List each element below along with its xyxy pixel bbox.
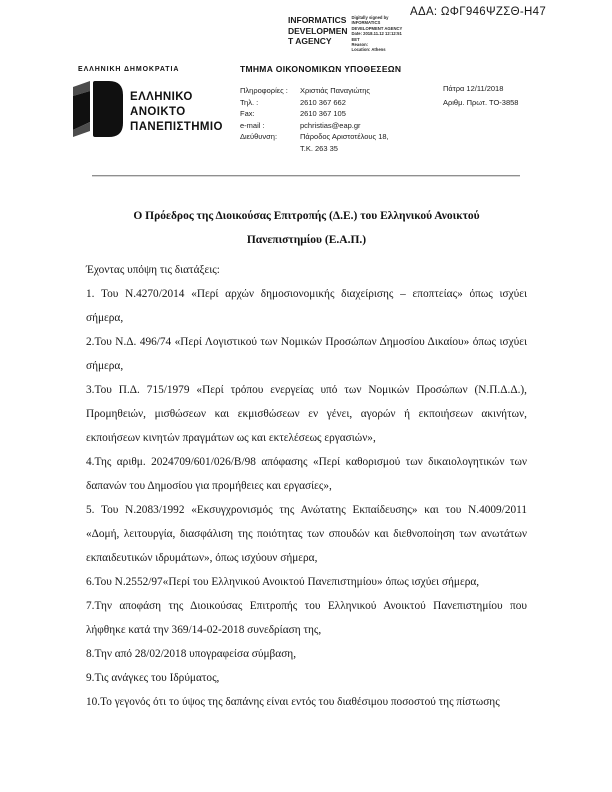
contact-label: Πληροφορίες : [240,86,288,95]
contact-value: pchristias@eap.gr [300,120,361,130]
signature-detail-line: Reason: [351,42,369,48]
legal-item-paragraph: 8.Την από 28/02/2018 υπογραφείσα σύμβαση, [86,648,297,660]
signature-detail-line: DEVELOPMENT AGENCY [351,25,403,31]
signature-detail-line: EET [351,36,360,42]
document-title-line1: Ο Πρόεδρος της Διοικούσας Επιτροπής (Δ.Ε.) του Ελληνικού Ανοικτού [133,210,480,222]
contact-row [240,98,389,110]
contact-row [240,121,389,133]
document-body [86,258,527,714]
signature-agency-name [288,15,348,53]
contact-value: Χριστιάς Παναγιώτης [300,86,370,95]
contact-label: e-mail : [240,120,265,130]
ada-code: ΑΔΑ: ΩΦΓ946ΨΖΣΘ-Η47 [410,6,547,18]
contact-value: 2610 367 662 [300,97,346,107]
legal-item-paragraph: 10.Το γεγονός ότι το ύψος της δαπάνης είναι εντός του διαθέσιμου ποσοστού της πίστωσης [86,696,500,708]
department-title: ΤΜΗΜΑ ΟΙΚΟΝΟΜΙΚΩΝ ΥΠΟΘΕΣΕΩΝ [240,64,402,74]
contact-row [240,132,389,144]
signature-agency-line: DEVELOPMEN [288,25,348,36]
contact-label: Διεύθυνση: [240,132,278,142]
signature-details [352,15,414,53]
university-name-line: ΕΛΛΗΝΙΚΟ [130,91,193,103]
legal-item-paragraph: 5. Του Ν.2083/1992 «Εκσυγχρονισμός της Ανώτατης Εκπαίδευσης» και του Ν.4009/2011 «Δομή, λειτουργία, διασφάλιση της ποιότητας των σπουδών και διεθνοποίηση των ανωτάτων εκπαιδευτικών ιδρυμάτων», όπως ισχύουν σήμερα, [86,504,527,564]
legal-item-paragraph: 3.Του Π.Δ. 715/1979 «Περί τρόπου ενεργείας υπό των Νομικών Προσώπων (Ν.Π.Δ.Δ.), Προμηθειών, μισθώσεων και εκμισθώσεων εν γένει, αγορών ή εκποιήσεων ακινήτων, εκποιήσεων κινητών πραγμάτων ως και εκτελέσεως εργασιών», [86,384,527,444]
hellenic-republic-label: ΕΛΛΗΝΙΚΗ ΔΗΜΟΚΡΑΤΙΑ [78,66,180,73]
legal-items [86,282,527,714]
contact-row [240,86,389,98]
university-name-line: ΑΝΟΙΚΤΟ [130,106,186,118]
contact-value: Πάροδος Αριστοτέλους 18, [300,132,389,142]
signature-agency-line: INFORMATICS [288,15,347,25]
university-logo-icon [72,80,124,138]
signature-detail-line: Date: 2018.11.12 12:12:51 [351,31,402,37]
legal-item-paragraph: 2.Του Ν.Δ. 496/74 «Περί Λογιστικού των Νομικών Προσώπων Δημοσίου Δικαίου» όπως ισχύει σήμερα, [86,336,527,372]
signature-detail-line: Digitally signed by [351,15,389,20]
contact-row [240,144,389,156]
date-protocol-block [443,84,518,111]
legal-item-paragraph: 7.Την αποφάση της Διοικούσας Επιτροπής του Ελληνικού Ανοικτού Πανεπιστημίου που λήφθηκε κατά την 369/14-02-2018 συνεδρίαση της, [86,600,527,636]
contact-label: Τηλ. : [240,97,259,107]
legal-item-paragraph: 9.Τις ανάγκες του Ιδρύματος, [86,672,220,684]
contact-value: 2610 367 105 [300,109,346,119]
signature-agency-line: T AGENCY [288,36,332,46]
signature-detail-line: Location: Athens [351,47,386,53]
preamble-line: Έχοντας υπόψη τις διατάξεις: [86,264,220,276]
signature-detail-line: INFORMATICS [351,20,381,26]
legal-item-paragraph: 1. Του Ν.4270/2014 «Περί αρχών δημοσιονομικής διαχείρισης – εποπτείας» όπως ισχύει σήμερα, [86,288,527,324]
university-name [130,90,223,135]
contact-row [240,109,389,121]
header-divider [92,175,520,177]
legal-item-paragraph: 4.Της αριθμ. 2024709/601/026/Β/98 απόφασης «Περί καθορισμού των δικαιολογητικών των δαπανών του Δημοσίου για προμήθειες και εργασίες», [86,456,527,492]
contact-label: Fax: [240,109,255,119]
legal-item-paragraph: 6.Του Ν.2552/97«Περί του Ελληνικού Ανοικτού Πανεπιστημίου» όπως ισχύει σήμερα, [86,576,480,588]
document-title-line2: Πανεπιστημίου (Ε.Α.Π.) [246,234,367,246]
document-title [86,204,527,252]
protocol-number: Αριθμ. Πρωτ. ΤΟ-3858 [443,97,519,107]
university-name-line: ΠΑΝΕΠΙΣΤΗΜΙΟ [130,121,223,133]
contact-label [240,144,300,156]
digital-signature-stamp [288,15,414,53]
contact-value: Τ.Κ. 263 35 [300,143,338,153]
contact-info [240,86,389,156]
city-date: Πάτρα 12/11/2018 [443,84,504,93]
